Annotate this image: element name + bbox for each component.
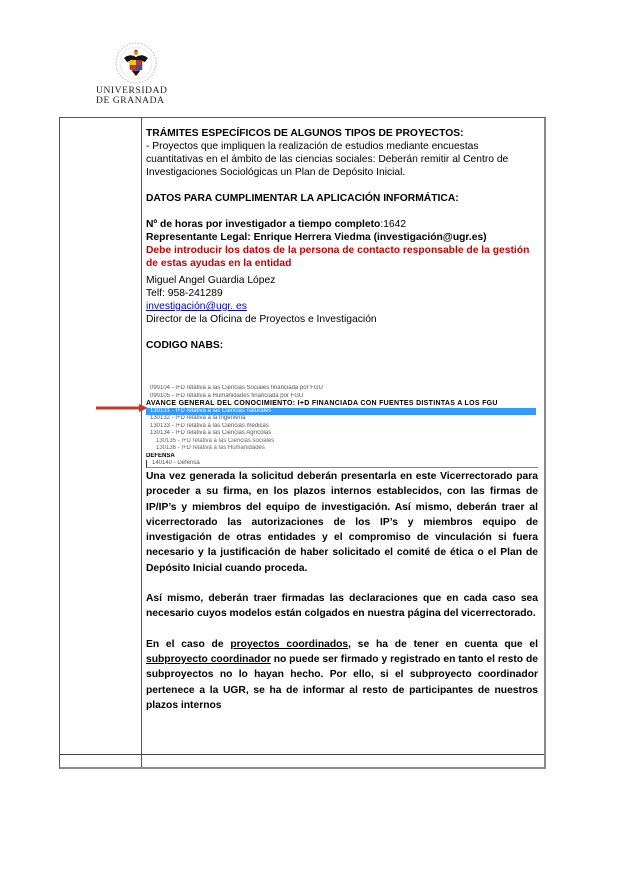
nabs-code-list: [146, 385, 538, 466]
nabs-item[interactable]: 130132 - I+D relativa a la Ingeniería: [150, 415, 246, 421]
nabs-item: 090105 - I+D relativa a Humanidades financiada por FGU: [150, 392, 304, 399]
institution-name-line1: UNIVERSIDAD: [96, 86, 168, 96]
content-cell: [146, 127, 538, 352]
nabs-item[interactable]: 140140 - Defensa: [146, 460, 538, 468]
underlined-proyectos-coordinados: proyectos coordinados: [230, 638, 349, 650]
nabs-item[interactable]: 130136 - I+D relativa a las Humanidades: [156, 445, 265, 451]
column-divider: [141, 118, 142, 767]
representante-legal: Representante Legal: Enrique Herrera Viedma (investigación@ugr.es): [146, 232, 487, 243]
paragraph-declarations: Así mismo, deberán traer firmadas las declaraciones que en cada caso sea necesario cuyos modelos están colgados en nuestra página del vicerrectorado.: [146, 593, 538, 620]
tramites-title: TRÁMITES ESPECÍFICOS DE ALGUNOS TIPOS DE PROYECTOS:: [146, 128, 464, 139]
tramites-text: - Proyectos que impliquen la realización de estudios mediante encuestas cuantitativas en el ámbito de las ciencias sociales: Deberán remitir al Centro de Investigaciones Sociológicas un Plan de Depósito Inicial.: [146, 141, 509, 178]
red-arrow-icon: [96, 404, 148, 412]
university-logo: [96, 40, 176, 110]
nabs-item: 090104 - I+D relativa a las Ciencias Sociales financiada por FGU: [150, 385, 323, 391]
horas-value: :1642: [380, 219, 407, 230]
text-run: , se ha de tener en cuenta que el: [348, 638, 538, 650]
datos-title: DATOS PARA CUMPLIMENTAR LA APLICACIÓN INFORMÁTICA:: [146, 193, 459, 204]
contact-name: Miguel Angel Guardia López: [146, 275, 276, 286]
institution-name-line2: DE GRANADA: [96, 96, 165, 106]
contact-warning: Debe introducir los datos de la persona de contacto responsable de la gestión de estas ayudas en la entidad: [146, 245, 530, 269]
nabs-item[interactable]: 130133 - I+D relativa a las Ciencias médicas: [150, 422, 269, 429]
instructions: [146, 469, 538, 713]
underlined-subproyecto-coordinador: subproyecto coordinador: [146, 653, 271, 665]
paragraph-coordinated: [146, 637, 538, 713]
contact-role: Director de la Oficina de Proyectos e Investigación: [146, 314, 377, 325]
text-run: no puede ser firmado y registrado en tanto el resto de subproyectos no lo hayan hecho. Por ello, si el subproyecto coordinador pertenece a la UGR, se ha de informar al resto de participantes de nuestros plazos internos: [146, 653, 538, 711]
paragraph-signing: Una vez generada la solicitud deberán presentarla en este Vicerrectorado para proceder a su firma, en los plazos internos establecidos, con las firmas de IP/IP’s y miembros del equipo de investigación. Así mismo, deberán traer al vicerrectorado las autorizaciones de los IP’s y miembros equipo de investigación de otras entidades y el compromiso de vinculación si fuera necesario y la justificación de haber solicitado el comité de ética o el Plan de Depósito Inicial cuando proceda.: [146, 471, 538, 574]
university-crest-icon: [113, 40, 159, 86]
nabs-group-header: DEFENSA: [146, 452, 175, 459]
horas-line: [146, 218, 538, 231]
horas-label: Nº de horas por investigador a tiempo completo: [146, 219, 381, 230]
contact-email-link[interactable]: investigación@ugr. es: [146, 301, 247, 312]
nabs-group-header: AVANCE GENERAL DEL CONOCIMIENTO: I+D FINANCIADA CON FUENTES DISTINTAS A LOS FGU: [146, 400, 498, 407]
nabs-item-selected[interactable]: 130131 - I+D relativa a las Ciencias naturales: [146, 408, 536, 416]
contact-phone: Telf: 958-241289: [146, 288, 223, 299]
nabs-item[interactable]: 130134 - I+D relativa a las Ciencias Agrícolas: [150, 430, 272, 436]
text-run: En el caso de: [146, 638, 231, 650]
row-divider: [60, 754, 544, 755]
nabs-item[interactable]: 130135 - I+D relativa a las Ciencias sociales: [156, 437, 275, 444]
nabs-title: CODIGO NABS:: [146, 340, 224, 351]
